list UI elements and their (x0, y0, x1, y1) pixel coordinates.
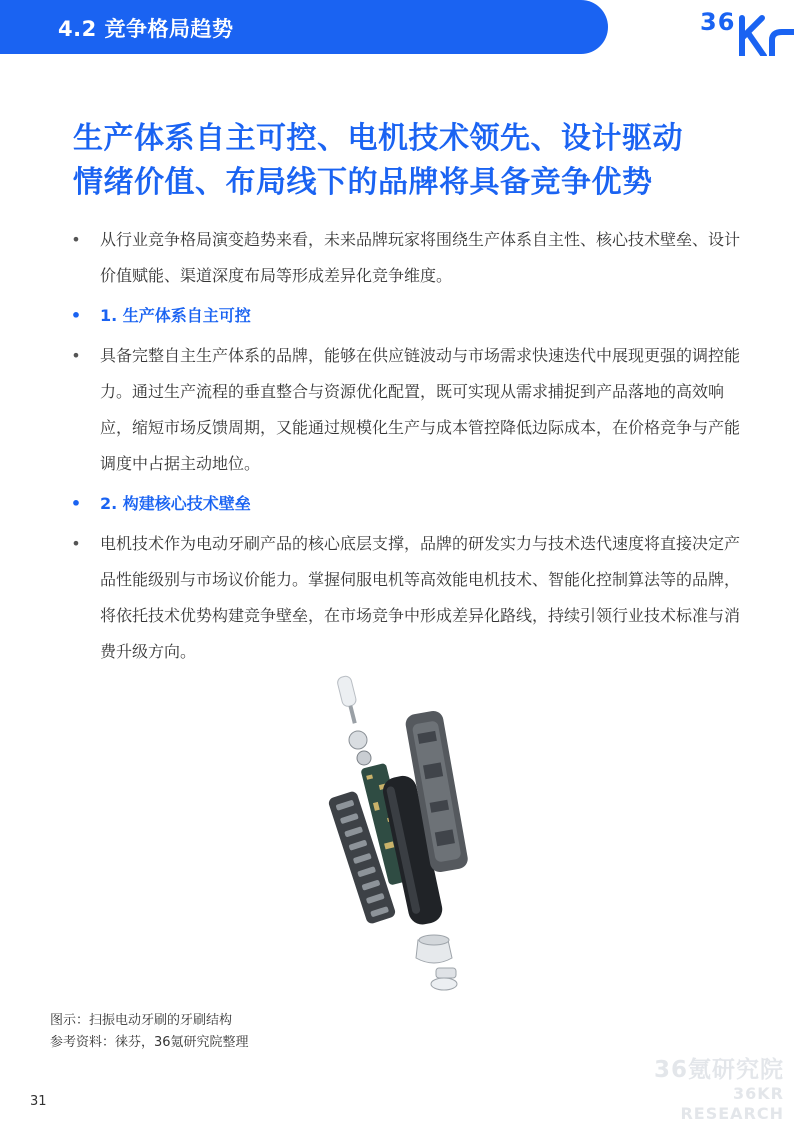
headline-line-2: 情绪价值、布局线下的品牌将具备竞争优势 (73, 165, 653, 200)
research-watermark (634, 1056, 784, 1124)
page-headline (73, 117, 753, 205)
paragraph-text: 从行业竞争格局演变趋势来看，未来品牌玩家将围绕生产体系自主性、核心技术壁垒、设计价值赋能、渠道深度布局等形成差异化竞争维度。 (100, 230, 741, 285)
body-content (70, 222, 740, 670)
36kr-logo-icon (692, 0, 794, 56)
paragraph-text: 具备完整自主生产体系的品牌，能够在供应链波动与市场需求快速迭代中展现更强的调控能力。通过生产流程的垂直整合与资源优化配置，既可实现从需求捕捉到产品落地的高效响应，缩短市场反馈周期，又能通过规模化生产与成本管控降低边际成本，在价格竞争与产能调度中占据主动地位。 (100, 346, 741, 473)
bullet-paragraph-technology (70, 526, 740, 670)
bullet-dot-icon: • (71, 346, 81, 365)
figure-caption: 图示：扫振电动牙刷的牙刷结构 (50, 1013, 233, 1028)
subheading-text: 1. 生产体系自主可控 (100, 306, 251, 325)
bullet-paragraph-production (70, 338, 740, 482)
subheading-technology (70, 486, 740, 522)
bullet-dot-icon: • (71, 534, 81, 553)
brush-head-part (336, 675, 361, 725)
figure-caption-block (50, 1010, 249, 1054)
bottom-cap-part (416, 935, 452, 963)
page-number: 31 (30, 1094, 47, 1109)
watermark-cn: 36氪研究院 (653, 1057, 784, 1083)
toothbrush-exploded-view-image (318, 672, 468, 992)
bullet-dot-icon: • (70, 306, 82, 325)
charging-base-part (431, 968, 457, 990)
subheading-text: 2. 构建核心技术壁垒 (100, 494, 251, 513)
headline-line-1: 生产体系自主可控、电机技术领先、设计驱动 (73, 121, 683, 156)
paragraph-text: 电机技术作为电动牙刷产品的核心底层支撑，品牌的研发实力与技术迭代速度将直接决定产品性能级别与市场议价能力。掌握伺服电机等高效能电机技术、智能化控制算法等的品牌，将依托技术优势构建竞争壁垒，在市场竞争中形成差异化路线，持续引领行业技术标准与消费升级方向。 (100, 534, 741, 661)
figure-source: 参考资料：徕芬，36氪研究院整理 (50, 1035, 249, 1050)
bullet-paragraph-intro (70, 222, 740, 294)
subheading-production (70, 298, 740, 334)
bullet-dot-icon: • (71, 230, 81, 249)
bullet-dot-icon: • (70, 494, 82, 513)
watermark-en: 36KR RESEARCH (680, 1084, 784, 1123)
svg-text:36: 36 (700, 8, 736, 36)
section-header-bar (0, 0, 608, 54)
section-title: 4.2 竞争格局趋势 (58, 17, 234, 41)
